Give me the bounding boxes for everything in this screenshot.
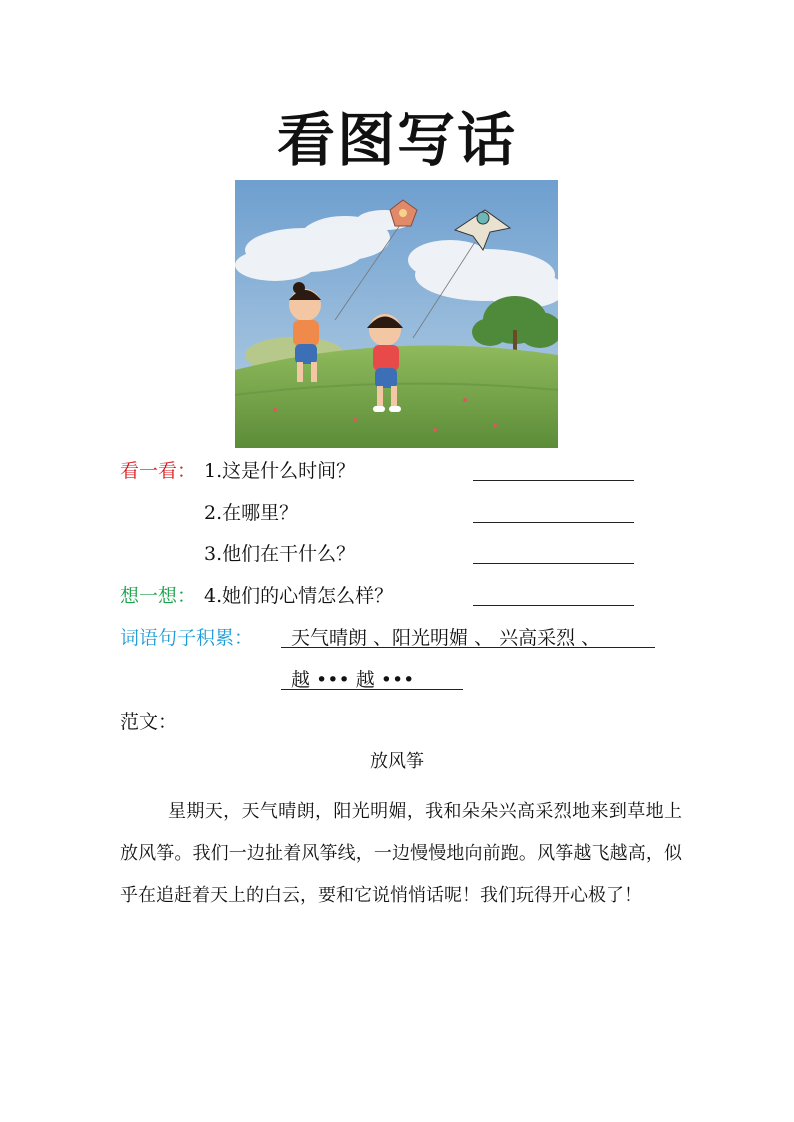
essay-paragraph: 星期天，天气晴朗，阳光明媚，我和朵朵兴高采烈地来到草地上放风筝。我们一边扯着风筝线，一边慢慢地向前跑。风筝越飞越高，似乎在追赶着天上的白云，要和它说悄悄话呢！我们玩得开心极了！ (120, 801, 682, 906)
answer-blank-4[interactable] (473, 605, 634, 606)
vocab-line-2: 越 ••• 越 ••• (291, 669, 415, 691)
think-label: 想一想： (120, 585, 197, 607)
answer-blank-3[interactable] (473, 563, 634, 564)
sample-label: 范文： (120, 711, 178, 733)
kite-flying-illustration (235, 180, 558, 448)
vocab-underline-1 (281, 647, 655, 648)
answer-blank-1[interactable] (473, 480, 634, 481)
essay-title: 放风筝 (370, 751, 424, 772)
look-label: 看一看： (120, 460, 197, 482)
question-3: 3.他们在干什么？ (204, 543, 356, 565)
vocab-label: 词语句子积累： (120, 627, 254, 649)
vocab-underline-2 (281, 689, 463, 690)
question-1: 1.这是什么时间？ (204, 460, 356, 482)
vocab-line-1: 天气晴朗 、阳光明媚 、 兴高采烈 、 (291, 627, 601, 649)
question-2: 2.在哪里？ (204, 502, 299, 524)
question-4: 4.她们的心情怎么样？ (204, 585, 394, 607)
answer-blank-2[interactable] (473, 522, 634, 523)
page-title: 看图写话 (276, 106, 517, 174)
